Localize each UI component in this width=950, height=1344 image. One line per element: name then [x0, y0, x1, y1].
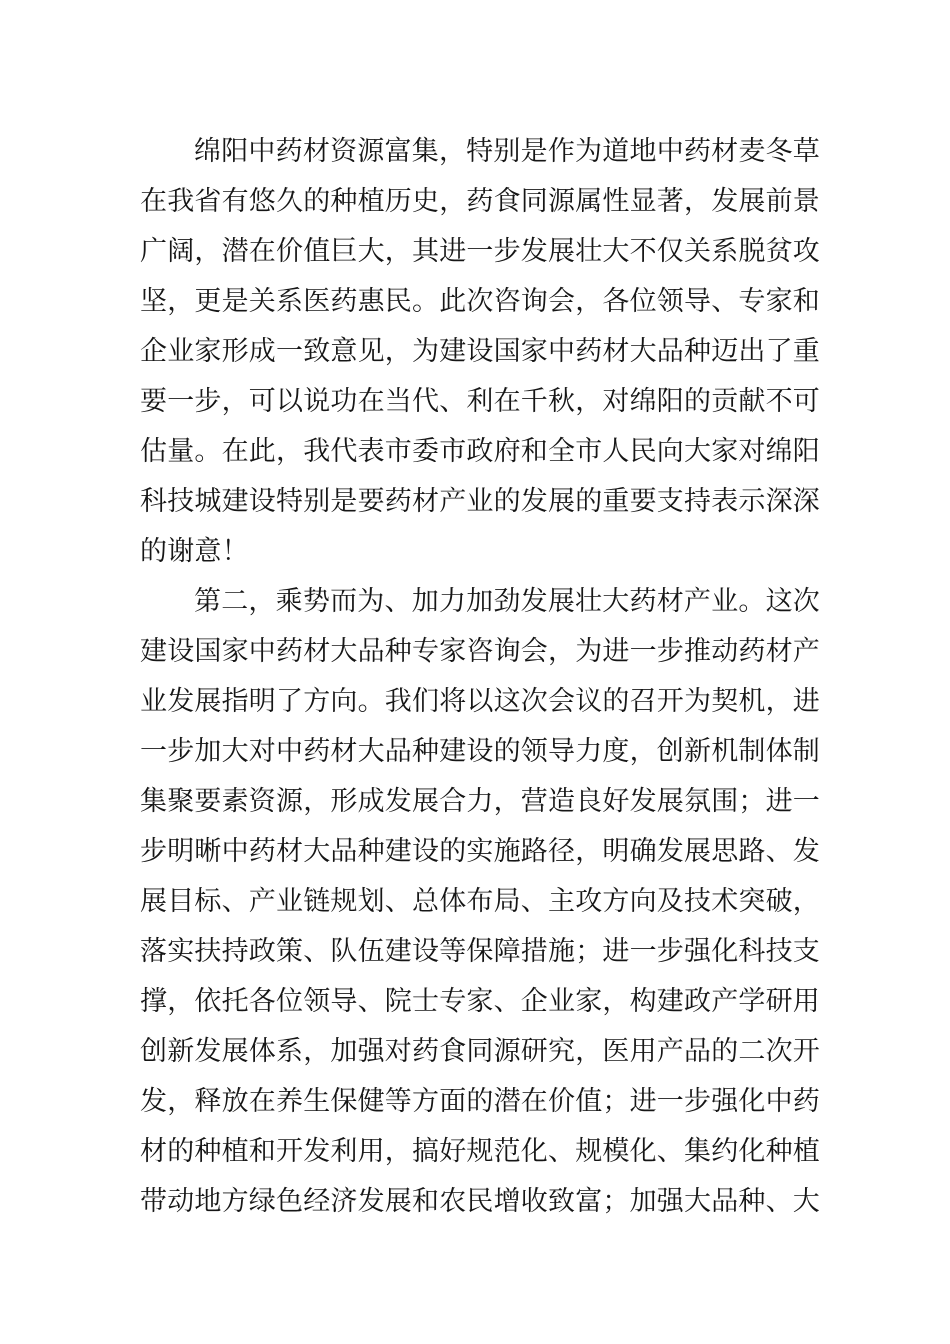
paragraph-2: 第二，乘势而为、加力加劲发展壮大药材产业。这次建设国家中药材大品种专家咨询会，为进一步推动药材产业发展指明了方向。我们将以这次会议的召开为契机，进一步加大对中药材大品种建设的领导力度，创新机制体制集聚要素资源，形成发展合力，营造良好发展氛围；进一步明晰中药材大品种建设的实施路径，明确发展思路、发展目标、产业链规划、总体布局、主攻方向及技术突破，落实扶持政策、队伍建设等保障措施；进一步强化科技支撑，依托各位领导、院士专家、企业家，构建政产学研用创新发展体系，加强对药食同源研究，医用产品的二次开发，释放在养生保健等方面的潜在价值；进一步强化中药材的种植和开发利用，搞好规范化、规模化、集约化种植带动地方绿色经济发展和农民增收致富；加强大品种、大	[140, 586, 820, 1216]
document-body	[140, 126, 820, 1226]
paragraph-1: 绵阳中药材资源富集，特别是作为道地中药材麦冬草在我省有悠久的种植历史，药食同源属性显著，发展前景广阔，潜在价值巨大，其进一步发展壮大不仅关系脱贫攻坚，更是关系医药惠民。此次咨询会，各位领导、专家和企业家形成一致意见，为建设国家中药材大品种迈出了重要一步，可以说功在当代、利在千秋，对绵阳的贡献不可估量。在此，我代表市委市政府和全市人民向大家对绵阳科技城建设特别是要药材产业的发展的重要支持表示深深的谢意！	[140, 136, 820, 566]
